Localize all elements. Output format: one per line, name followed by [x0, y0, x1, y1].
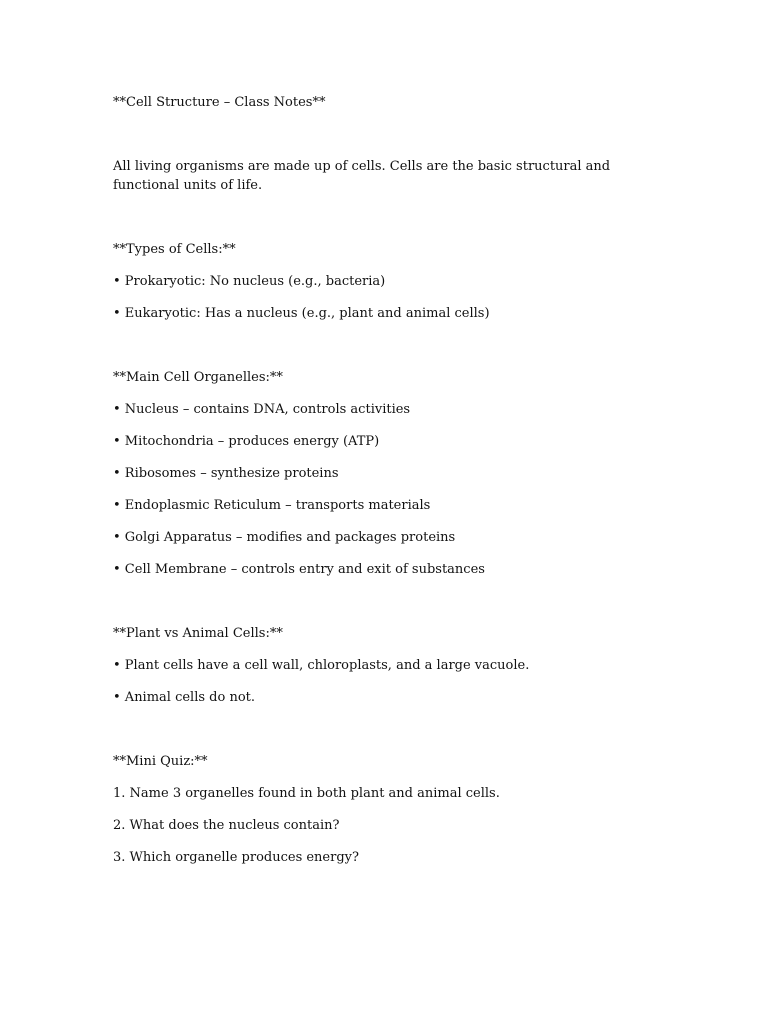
document-title: **Cell Structure – Class Notes** [113, 95, 326, 110]
organelle-item-mitochondria: • Mitochondria – produces energy (ATP) [113, 434, 380, 449]
organelle-item-membrane: • Cell Membrane – controls entry and exit of substances [113, 562, 485, 577]
organelle-item-ribosomes: • Ribosomes – synthesize proteins [113, 466, 339, 481]
plant-animal-item-animal: • Animal cells do not. [113, 690, 256, 705]
organelle-item-er: • Endoplasmic Reticulum – transports materials [113, 498, 431, 513]
organelle-item-golgi: • Golgi Apparatus – modifies and packages proteins [113, 530, 456, 545]
types-item-prokaryotic: • Prokaryotic: No nucleus (e.g., bacteria) [113, 274, 386, 289]
quiz-question-3: 3. Which organelle produces energy? [113, 850, 359, 865]
quiz-question-1: 1. Name 3 organelles found in both plant and animal cells. [113, 786, 500, 801]
organelle-item-nucleus: • Nucleus – contains DNA, controls activities [113, 402, 411, 417]
types-heading: **Types of Cells:** [113, 242, 236, 257]
organelles-heading: **Main Cell Organelles:** [113, 370, 283, 385]
plant-animal-heading: **Plant vs Animal Cells:** [113, 626, 283, 641]
quiz-heading: **Mini Quiz:** [113, 754, 208, 769]
intro-paragraph: All living organisms are made up of cells. Cells are the basic structural and functional units of life. [113, 159, 611, 193]
plant-animal-item-plant: • Plant cells have a cell wall, chloroplasts, and a large vacuole. [113, 658, 530, 673]
types-item-eukaryotic: • Eukaryotic: Has a nucleus (e.g., plant and animal cells) [113, 306, 490, 321]
quiz-question-2: 2. What does the nucleus contain? [113, 818, 340, 833]
